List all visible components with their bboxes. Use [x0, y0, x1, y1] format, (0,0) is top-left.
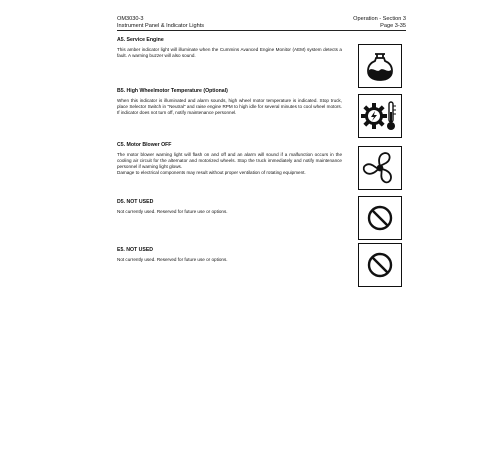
section-c5: [117, 142, 342, 176]
header-left: [117, 16, 204, 29]
section-a5: [117, 37, 342, 59]
doc-subtitle: Instrument Panel & Indicator Lights: [117, 22, 205, 29]
not-used-icon: [358, 243, 402, 287]
section-title: A5. Service Engine: [117, 37, 164, 43]
not-used-icon: [358, 196, 402, 240]
section-body: Not currently used. Reserved for future use or options.: [117, 257, 228, 262]
header-divider: [117, 30, 406, 31]
header-right: [353, 16, 406, 29]
section-b5: [117, 88, 342, 116]
section-title: B5. High Wheelmotor Temperature (Optional): [117, 88, 228, 94]
wheelmotor-temperature-icon: [358, 94, 402, 138]
section-title: E5. NOT USED: [117, 247, 154, 253]
section-body: This amber indicator light will illuminate when the Cummins Avanced Engine Monitor (AEM) system detects a fault. A warning buzzer will also sound.: [117, 47, 342, 58]
section-d5: [117, 199, 342, 215]
motor-blower-icon: [358, 146, 402, 190]
section-body-note: Damage to electrical components may result without proper ventilation of rotating equipment.: [117, 169, 306, 175]
page-number: Page 3-35: [380, 22, 406, 29]
doc-id: OM3030-3: [117, 16, 144, 22]
section-label: Operation - Section 3: [353, 16, 406, 22]
section-body: When this indicator is illuminated and alarm sounds, high wheel motor temperature is indicated. Stop truck, place Selector Switch in "Neutral" and raise engine RPM to high idle for several minutes to cool wheel motors. If indicator does not turn off, notify maintenance personnel.: [117, 98, 342, 115]
section-body: Not currently used. Reserved for future use or options.: [117, 209, 228, 214]
section-title: D5. NOT USED: [117, 199, 154, 205]
section-body: The motor blower warning light will flash on and off and an alarm will sound if a malfunction occurs in the cooling air circuit for the alternator and motorized wheels. Stop the truck immediately and notify maintenance personnel if warning light glows.: [117, 152, 342, 169]
section-title: C5. Motor Blower OFF: [117, 142, 172, 148]
service-engine-icon: [358, 44, 402, 88]
section-e5: [117, 247, 342, 263]
